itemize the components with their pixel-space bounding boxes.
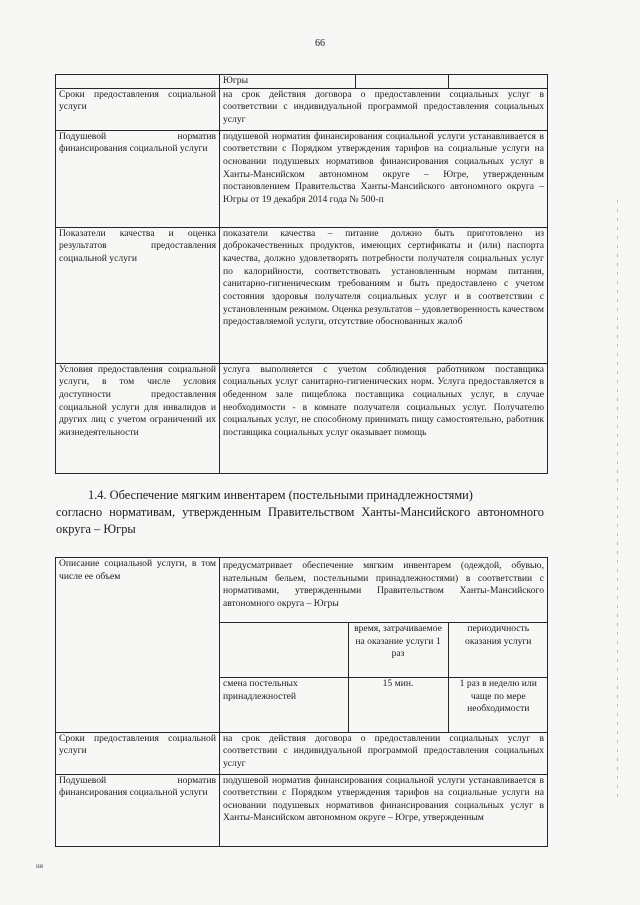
table-row: [220, 678, 548, 732]
table-row: [56, 363, 548, 473]
table-cell: [56, 75, 220, 89]
row-label: Сроки предоставления социальной услуги: [56, 88, 220, 130]
table-row: [56, 88, 548, 130]
row-label: Условия предоставления социальной услуги, в том числе условия доступности предоставления социальной услуги для инвалидов и других лиц с учетом ограничений их жизнедеятельности: [56, 363, 220, 473]
row-label: Подушевой норматив финансирования социальной услуги: [56, 130, 220, 227]
table-cell: [449, 75, 548, 89]
description-text: предусматривает обеспечение мягким инвентарем (одеждой, обувью, нательным бельем, постельными принадлежностями) в соответствии с нормативами, утвержденными Правительством Ханты-Мансийского автономного округа – Югры: [223, 560, 544, 609]
row-text: показатели качества – питание должно быть приготовлено из доброкачественных продуктов, имеющих сертификаты и (или) паспорта качества, должно удовлетворять потребности получателя социальных услуг по калорийности, соответствовать установленным нормам питания, санитарно-гигиеническим требованиям и быть предоставлено с учетом состояния здоровья получателя социальных услуг и в соответствии с установленным режимом. Оценка результатов – удовлетворенность качеством предоставляемой услуги, отсутствие обоснованных жалоб: [220, 227, 548, 363]
table-row: [56, 774, 548, 846]
description-cell: [220, 558, 548, 733]
table-row: [56, 227, 548, 363]
table-cell: Югры: [220, 75, 356, 89]
table-cell: 15 мин.: [348, 678, 448, 732]
table-cell: 1 раз в неделю или чаще по мере необходимости: [448, 678, 548, 732]
row-label: Описание социальной услуги, в том числе ее объем: [56, 558, 220, 733]
row-text: на срок действия договора о предоставлении социальных услуг в соответствии с индивидуальной программой предоставления социальных услуг: [220, 732, 548, 774]
table-cell: [356, 75, 449, 89]
table-row: [56, 130, 548, 227]
service-volume-table: [220, 622, 548, 732]
table-row: [220, 623, 548, 678]
table-row: [56, 558, 548, 733]
service-description-table: [55, 557, 548, 847]
section-heading-rest: согласно нормативам, утвержденным Правительством Ханты-Мансийского автономного округа – Югры: [56, 504, 544, 536]
row-text: подушевой норматив финансирования социальной услуги устанавливается в соответствии с Порядком утверждения тарифов на социальные услуги на основании подушевых нормативов финансирования социальных услуг в Ханты-Мансийском автономном округе – Югре, утвержденным постановлением Правительства Ханты-Мансийского автономного округа – Югры от 19 декабря 2014 года № 500-п: [220, 130, 548, 227]
scan-edge-mark: [617, 200, 618, 800]
table-cell: [220, 623, 348, 678]
column-header: периодичность оказания услуги: [448, 623, 548, 678]
services-table-continued: [55, 74, 548, 474]
row-text: подушевой норматив финансирования социальной услуги устанавливается в соответствии с Порядком утверждения тарифов на социальные услуги на основании подушевых нормативов финансирования социальных услуг в Ханты-Мансийском автономном округе – Югре, утвержденным: [220, 774, 548, 846]
table-cell: смена постельных принадлежностей: [220, 678, 348, 732]
table-row: [56, 732, 548, 774]
page-number: 66: [315, 38, 325, 49]
row-label: Подушевой норматив финансирования социальной услуги: [56, 774, 220, 846]
section-heading-line1: 1.4. Обеспечение мягким инвентарем (постельными принадлежностями): [88, 488, 473, 502]
row-label: Показатели качества и оценка результатов предоставления социальной услуги: [56, 227, 220, 363]
section-heading: [56, 487, 544, 538]
column-header: время, затрачиваемое на оказание услуги 1 раз: [348, 623, 448, 678]
footer-mark: ня: [36, 862, 43, 870]
row-text: услуга выполняется с учетом соблюдения работником поставщика социальных услуг санитарно-гигиенических норм. Услуга предоставляется в обеденном зале пищеблока поставщика социальных услуг, в случае необходимости - в комнате получателя социальных услуг. Получателю социальных услуг, не способному принимать пищу самостоятельно, работник поставщика социальных услуг оказывает помощь: [220, 363, 548, 473]
row-text: на срок действия договора о предоставлении социальных услуг в соответствии с индивидуальной программой предоставления социальных услуг: [220, 88, 548, 130]
table-row: [56, 75, 548, 89]
row-label: Сроки предоставления социальной услуги: [56, 732, 220, 774]
